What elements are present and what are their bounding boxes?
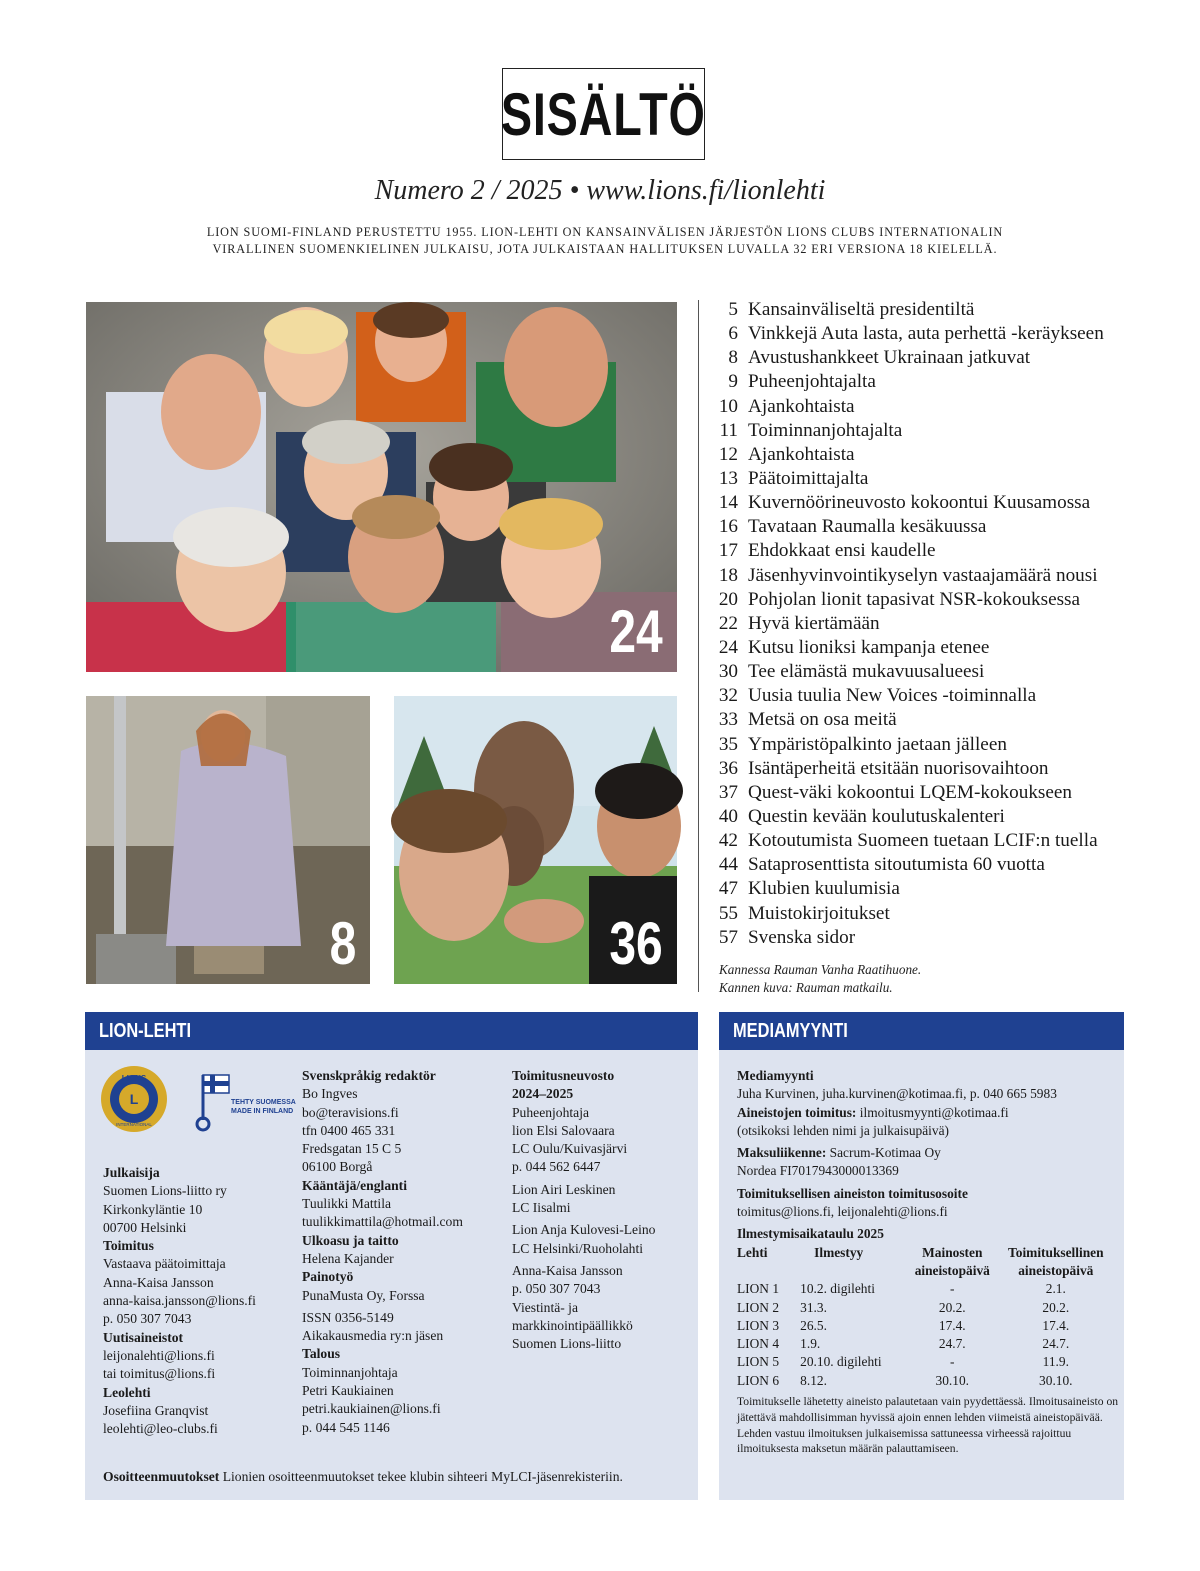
lions-logo-icon (99, 1064, 169, 1134)
table-of-contents (708, 298, 1178, 950)
toc-title: Kotoutumista Suomeen tuetaan LCIF:n tuella (748, 830, 1098, 852)
toc-title: Päätoimittajalta (748, 468, 869, 490)
masthead-line: Aikakausmedia ry:n jäsen (302, 1328, 444, 1344)
schedule-cell: - (950, 1354, 955, 1370)
svg-text:L: L (129, 1091, 139, 1107)
schedule-cell: 11.9. (1042, 1354, 1069, 1370)
toc-page-number: 47 (718, 878, 738, 900)
masthead-line: 06100 Borgå (302, 1159, 373, 1175)
masthead-line: p. 044 562 6447 (512, 1159, 601, 1175)
toc-title: Avustushankkeet Ukrainaan jatkuvat (748, 347, 1031, 369)
schedule-cell: 30.10. (1039, 1372, 1073, 1388)
toc-page-number: 44 (718, 854, 738, 876)
alpaca-selfie-photo (394, 696, 677, 984)
masthead-heading: Painotyö (302, 1269, 354, 1285)
schedule-cell: - (950, 1281, 955, 1297)
masthead-line: Petri Kaukiainen (302, 1383, 394, 1399)
toc-entry (708, 733, 1178, 757)
masthead-line: p. 050 307 7043 (512, 1281, 601, 1297)
toc-page-number: 18 (718, 564, 738, 586)
intro-text (150, 224, 1060, 258)
masthead-line: Anna-Kaisa Jansson (512, 1262, 623, 1278)
intro-line-1: LION SUOMI-FINLAND PERUSTETTU 1955. LION-LEHTI ON KANSAINVÄLISEN JÄRJESTÖN LIONS CLUBS INTERNATIONALIN (206, 225, 1004, 239)
editorial-board-column (512, 1067, 692, 1353)
badge-text-2: MADE IN FINLAND (231, 1108, 294, 1115)
toc-title: Metsä on osa meitä (748, 709, 897, 731)
toc-entry (708, 298, 1178, 322)
toc-title: Vinkkejä Auta lasta, auta perhettä -keräykseen (748, 323, 1104, 345)
schedule-row (737, 1372, 1113, 1390)
mediamyynti-header: MEDIAMYYNTI (719, 1012, 1124, 1050)
toc-title: Jäsenhyvinvointikyselyn vastaajamäärä nousi (748, 564, 1098, 586)
payment-company: Sacrum-Kotimaa Oy (829, 1145, 941, 1161)
schedule-row (737, 1335, 1113, 1353)
schedule-row (737, 1317, 1113, 1335)
toc-title: Toiminnanjohtajalta (748, 419, 903, 441)
schedule-cell: LION 2 (737, 1299, 780, 1315)
schedule-cell: LION 6 (737, 1372, 780, 1388)
schedule-cell: 8.12. (800, 1372, 827, 1388)
toc-entry (708, 708, 1178, 732)
cover-caption (719, 961, 921, 997)
toc-entry (708, 564, 1178, 588)
publishing-schedule-table (737, 1244, 1113, 1390)
toc-page-number: 42 (718, 830, 738, 852)
schedule-cell: 20.2. (938, 1299, 966, 1315)
toc-title: Ehdokkaat ensi kaudelle (748, 540, 936, 562)
ukraine-woman-photo-image (86, 696, 370, 984)
editors-column (302, 1067, 507, 1437)
schedule-cell: 17.4. (1042, 1317, 1070, 1333)
schedule-header-cell: Toimituksellinen aineistopäivä (1008, 1244, 1104, 1278)
toc-page-number: 35 (718, 733, 738, 755)
toc-page-number: 10 (718, 395, 738, 417)
toc-page-number: 12 (718, 443, 738, 465)
toc-title: Pohjolan lionit tapasivat NSR-kokouksessa (748, 588, 1081, 610)
masthead-line: bo@teravisions.fi (302, 1104, 399, 1120)
masthead-heading: Toimitus (103, 1238, 154, 1254)
toc-entry (708, 346, 1178, 370)
schedule-cell: 26.5. (800, 1317, 827, 1333)
toc-entry (708, 684, 1178, 708)
masthead-heading: Julkaisija (103, 1165, 160, 1180)
schedule-cell: LION 5 (737, 1354, 780, 1370)
address-change-label: Osoitteenmuutokset (103, 1469, 220, 1484)
toc-title: Hyvä kiertämään (748, 612, 880, 634)
toc-entry (708, 636, 1178, 660)
masthead-line: tfn 0400 465 331 (302, 1122, 396, 1138)
masthead-heading: Talous (302, 1346, 341, 1362)
schedule-cell: 20.10. digilehti (800, 1354, 882, 1370)
material-delivery-label: Aineistojen toimitus: (737, 1104, 857, 1120)
toc-title: Klubien kuulumisia (748, 878, 900, 900)
toc-title: Quest-väki kokoontui LQEM-kokoukseen (748, 781, 1073, 803)
toc-page-number: 37 (718, 781, 738, 803)
photo-page-number-36: 36 (609, 910, 663, 977)
toc-page-number: 33 (718, 709, 738, 731)
toc-title: Ajankohtaista (748, 443, 855, 465)
toc-entry (708, 491, 1178, 515)
masthead-line: Fredsgatan 15 C 5 (302, 1141, 402, 1157)
schedule-cell: 20.2. (1042, 1299, 1070, 1315)
toc-divider (698, 300, 699, 992)
masthead-line: Tuulikki Mattila (302, 1196, 392, 1212)
schedule-title: Ilmestymisaikataulu 2025 (737, 1226, 884, 1242)
group-photo (86, 302, 677, 672)
schedule-cell: 31.3. (800, 1299, 827, 1315)
toc-title: Kansainväliseltä presidentiltä (748, 299, 975, 321)
masthead-line: leijonalehti@lions.fi (103, 1347, 215, 1363)
toc-entry (708, 829, 1178, 853)
made-in-finland-badge-icon (187, 1070, 296, 1132)
schedule-cell: 24.7. (1042, 1336, 1070, 1352)
media-sales-info (737, 1067, 1122, 1457)
media-footnote: Toimitukselle lähetetty aineisto palautetaan vain pyydettäessä. Ilmoitusaineisto on jätettävä mahdollisimman hyvissä ajoin ennen lehden viimeistä aineistopäivää. Lehden vastuu ilmoituksen julkaisemissa sattuneessa virheessä rajoittuu ilmoituksesta maksetun määrän palauttamiseen. (737, 1395, 1119, 1456)
photo-page-number-24: 24 (609, 598, 663, 665)
toc-page-number: 5 (728, 299, 738, 321)
schedule-header-cell: Ilmestyy (814, 1244, 864, 1260)
toc-page-number: 55 (718, 902, 738, 924)
toc-page-number: 13 (718, 468, 738, 490)
masthead-line: LC Helsinki/Ruoholahti (512, 1240, 644, 1256)
toc-entry (708, 515, 1178, 539)
toc-title: Svenska sidor (748, 926, 856, 948)
toc-entry (708, 443, 1178, 467)
ukraine-woman-photo (86, 696, 370, 984)
schedule-header-cell: Lehti (737, 1244, 768, 1260)
masthead-heading: Uutisaineistot (103, 1329, 184, 1345)
masthead-line: Suomen Lions-liitto ry (103, 1183, 227, 1199)
photo-page-number-8: 8 (329, 910, 356, 977)
schedule-cell: 30.10. (935, 1372, 970, 1388)
toc-page-number: 30 (718, 661, 738, 683)
payment-account: Nordea FI7017943000013369 (737, 1163, 899, 1179)
toc-page-number: 14 (718, 492, 738, 514)
masthead-line: lion Elsi Salovaara (512, 1122, 615, 1138)
magazine-title: SISÄLTÖ (501, 80, 706, 148)
toc-entry (708, 877, 1178, 901)
schedule-row (737, 1299, 1113, 1317)
schedule-cell: LION 1 (737, 1281, 780, 1297)
masthead-line: tuulikkimattila@hotmail.com (302, 1214, 463, 1230)
toc-entry (708, 757, 1178, 781)
toc-page-number: 17 (718, 540, 738, 562)
toc-title: Kutsu lioniksi kampanja etenee (748, 637, 990, 659)
masthead-line: Josefiina Granqvist (103, 1402, 209, 1418)
payment-label: Maksuliikenne: (737, 1145, 827, 1161)
schedule-row (737, 1280, 1113, 1298)
toc-entry (708, 467, 1178, 491)
toc-entry (708, 539, 1178, 563)
masthead-heading: 2024–2025 (512, 1086, 574, 1102)
lion-lehti-header: LION-LEHTI (85, 1012, 698, 1050)
toc-entry (708, 853, 1178, 877)
toc-entry (708, 805, 1178, 829)
toc-title: Uusia tuulia New Voices -toiminnalla (748, 685, 1037, 707)
material-delivery-email: ilmoitusmyynti@kotimaa.fi (859, 1104, 1009, 1120)
toc-entry (708, 902, 1178, 926)
schedule-cell: LION 3 (737, 1317, 780, 1333)
toc-entry (708, 612, 1178, 636)
masthead-line: Kirkonkyläntie 10 (103, 1201, 203, 1217)
masthead-line: Suomen Lions-liitto (512, 1336, 622, 1352)
masthead-line: Vastaava päätoimittaja (103, 1256, 226, 1272)
masthead-line: Lion Anja Kulovesi-Leino (512, 1222, 656, 1238)
toc-title: Ympäristöpalkinto jaetaan jälleen (748, 733, 1007, 755)
schedule-cell: 24.7. (938, 1336, 966, 1352)
masthead-line: Anna-Kaisa Jansson (103, 1274, 214, 1290)
material-delivery-note: (otsikoksi lehden nimi ja julkaisupäivä) (737, 1122, 949, 1138)
schedule-cell: 1.9. (800, 1336, 821, 1352)
editorial-address: toimitus@lions.fi, leijonalehti@lions.fi (737, 1204, 948, 1220)
masthead-line: p. 044 545 1146 (302, 1419, 390, 1435)
masthead-line: Bo Ingves (302, 1086, 358, 1102)
toc-title: Muistokirjoitukset (748, 902, 890, 924)
masthead-line: p. 050 307 7043 (103, 1311, 192, 1327)
toc-page-number: 24 (718, 637, 738, 659)
masthead-heading: Ulkoasu ja taitto (302, 1232, 399, 1248)
toc-title: Isäntäperheitä etsitään nuorisovaihtoon (748, 757, 1049, 779)
toc-title: Sataprosenttista sitoutumista 60 vuotta (748, 854, 1045, 876)
masthead-line: PunaMusta Oy, Forssa (302, 1287, 425, 1303)
masthead-heading: Svenskpråkig redaktör (302, 1068, 436, 1083)
group-photo-image (86, 302, 677, 672)
masthead-line: LC Oulu/Kuivasjärvi (512, 1141, 628, 1157)
toc-entry (708, 781, 1178, 805)
publisher-column (103, 1164, 293, 1438)
toc-page-number: 11 (719, 419, 738, 441)
toc-title: Kuvernöörineuvosto kokoontui Kuusamossa (748, 492, 1091, 514)
toc-page-number: 8 (728, 347, 738, 369)
toc-entry (708, 395, 1178, 419)
media-sales-contact: Juha Kurvinen, juha.kurvinen@kotimaa.fi, p. 040 665 5983 (737, 1086, 1057, 1102)
editorial-address-title: Toimituksellisen aineiston toimitusosoite (737, 1185, 968, 1201)
schedule-cell: 10.2. digilehti (800, 1281, 875, 1297)
toc-entry (708, 926, 1178, 950)
lions-logo-text: LIONS (121, 1074, 147, 1083)
toc-entry (708, 419, 1178, 443)
lions-logo-subtext: INTERNATIONAL (116, 1122, 152, 1127)
toc-entry (708, 322, 1178, 346)
address-change-note (103, 1468, 693, 1486)
toc-entry (708, 660, 1178, 684)
masthead-line: Lion Airi Leskinen (512, 1181, 616, 1197)
toc-page-number: 32 (718, 685, 738, 707)
issue-subtitle: Numero 2 / 2025 • www.lions.fi/lionlehti (374, 175, 826, 206)
masthead-line: Helena Kajander (302, 1250, 394, 1266)
schedule-cell: 2.1. (1045, 1281, 1066, 1297)
address-change-text: Lionien osoitteenmuutokset tekee klubin sihteeri MyLCI-jäsenrekisteriin. (222, 1469, 623, 1484)
schedule-cell: 17.4. (938, 1317, 966, 1333)
toc-entry (708, 370, 1178, 394)
toc-page-number: 9 (728, 371, 738, 393)
toc-page-number: 16 (718, 516, 738, 538)
cover-caption-line-1: Kannessa Rauman Vanha Raatihuone. (719, 962, 922, 977)
toc-page-number: 40 (718, 806, 738, 828)
toc-title: Tee elämästä mukavuusalueesi (748, 661, 985, 683)
masthead-line: Toiminnanjohtaja (302, 1364, 398, 1380)
masthead-line: Viestintä- ja (512, 1299, 578, 1315)
magazine-title-box (502, 68, 705, 160)
badge-text-1: TEHTY SUOMESSA (231, 1099, 296, 1106)
masthead-line: LC Iisalmi (512, 1200, 571, 1216)
toc-title: Ajankohtaista (748, 395, 855, 417)
mediamyynti-panel (719, 1012, 1124, 1500)
masthead-line: anna-kaisa.jansson@lions.fi (103, 1293, 256, 1309)
intro-line-2: VIRALLINEN SUOMENKIELINEN JULKAISU, JOTA JULKAISTAAN HALLITUKSEN LUVALLA 32 ERI VERSIONA 18 KIELELLÄ. (212, 242, 998, 256)
masthead-line: ISSN 0356-5149 (302, 1309, 394, 1325)
toc-page-number: 20 (718, 588, 738, 610)
toc-title: Tavataan Raumalla kesäkuussa (748, 516, 987, 538)
toc-entry (708, 588, 1178, 612)
masthead-line: petri.kaukiainen@lions.fi (302, 1401, 441, 1417)
masthead-heading: Toimitusneuvosto (512, 1068, 615, 1083)
cover-caption-line-2: Kannen kuva: Rauman matkailu. (719, 980, 893, 995)
masthead-line: leolehti@leo-clubs.fi (103, 1421, 218, 1437)
lion-lehti-panel (85, 1012, 698, 1500)
toc-page-number: 6 (728, 323, 738, 345)
masthead-heading: Leolehti (103, 1384, 151, 1400)
toc-title: Questin kevään koulutuskalenteri (748, 806, 1005, 828)
toc-page-number: 22 (718, 612, 738, 634)
schedule-cell: LION 4 (737, 1336, 780, 1352)
toc-page-number: 57 (718, 926, 738, 948)
masthead-line: Puheenjohtaja (512, 1104, 590, 1120)
toc-title: Puheenjohtajalta (748, 371, 876, 393)
masthead-heading: Kääntäjä/englanti (302, 1177, 407, 1193)
schedule-header-row (737, 1244, 1113, 1281)
masthead-line: 00700 Helsinki (103, 1219, 187, 1235)
toc-page-number: 36 (718, 757, 738, 779)
media-sales-title: Mediamyynti (737, 1068, 814, 1083)
masthead-line: tai toimitus@lions.fi (103, 1366, 216, 1382)
schedule-row (737, 1353, 1113, 1371)
masthead-line: markkinointipäällikkö (512, 1317, 633, 1333)
schedule-header-cell: Mainosten aineistopäivä (914, 1244, 990, 1278)
